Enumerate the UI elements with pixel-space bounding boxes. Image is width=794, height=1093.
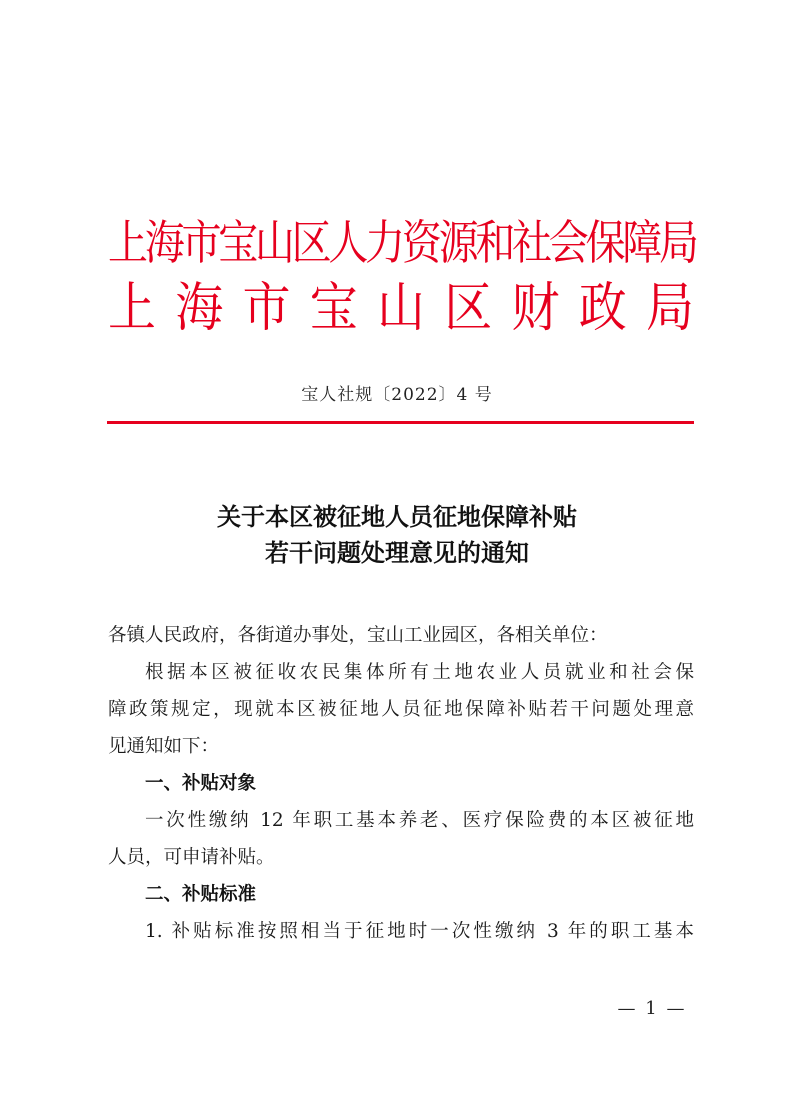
recipients-line: 各镇人民政府，各街道办事处，宝山工业园区，各相关单位：: [108, 625, 608, 646]
document-title-line-1: 关于本区被征地人员征地保障补贴: [217, 503, 577, 531]
intro-paragraph-line-3: 见通知如下：: [108, 736, 220, 757]
section-2-line-1: 1. 补贴标准按照相当于征地时一次性缴纳 3 年的职工基本: [145, 921, 694, 942]
section-1-line-1: 一次性缴纳 12 年职工基本养老、医疗保险费的本区被征地: [145, 810, 694, 831]
intro-paragraph-line-1: 根据本区被征收农民集体所有土地农业人员就业和社会保: [145, 662, 694, 683]
issuer-line-2: 上 海 市 宝 山 区 财 政 局: [108, 277, 694, 339]
document-title-line-2: 若干问题处理意见的通知: [265, 539, 529, 567]
intro-paragraph-line-2: 障政策规定，现就本区被征地人员征地保障补贴若干问题处理意: [108, 699, 694, 720]
document-number: 宝人社规〔2022〕4 号: [301, 385, 493, 405]
section-2-heading: 二、补贴标准: [145, 884, 257, 905]
issuer-line-1: 上海市宝山区人力资源和社会保障局: [108, 216, 694, 271]
section-1-heading: 一、补贴对象: [145, 773, 257, 794]
red-divider-rule: [107, 421, 694, 424]
page-number: — 1 —: [617, 998, 687, 1019]
section-1-line-2: 人员，可申请补贴。: [108, 847, 275, 868]
